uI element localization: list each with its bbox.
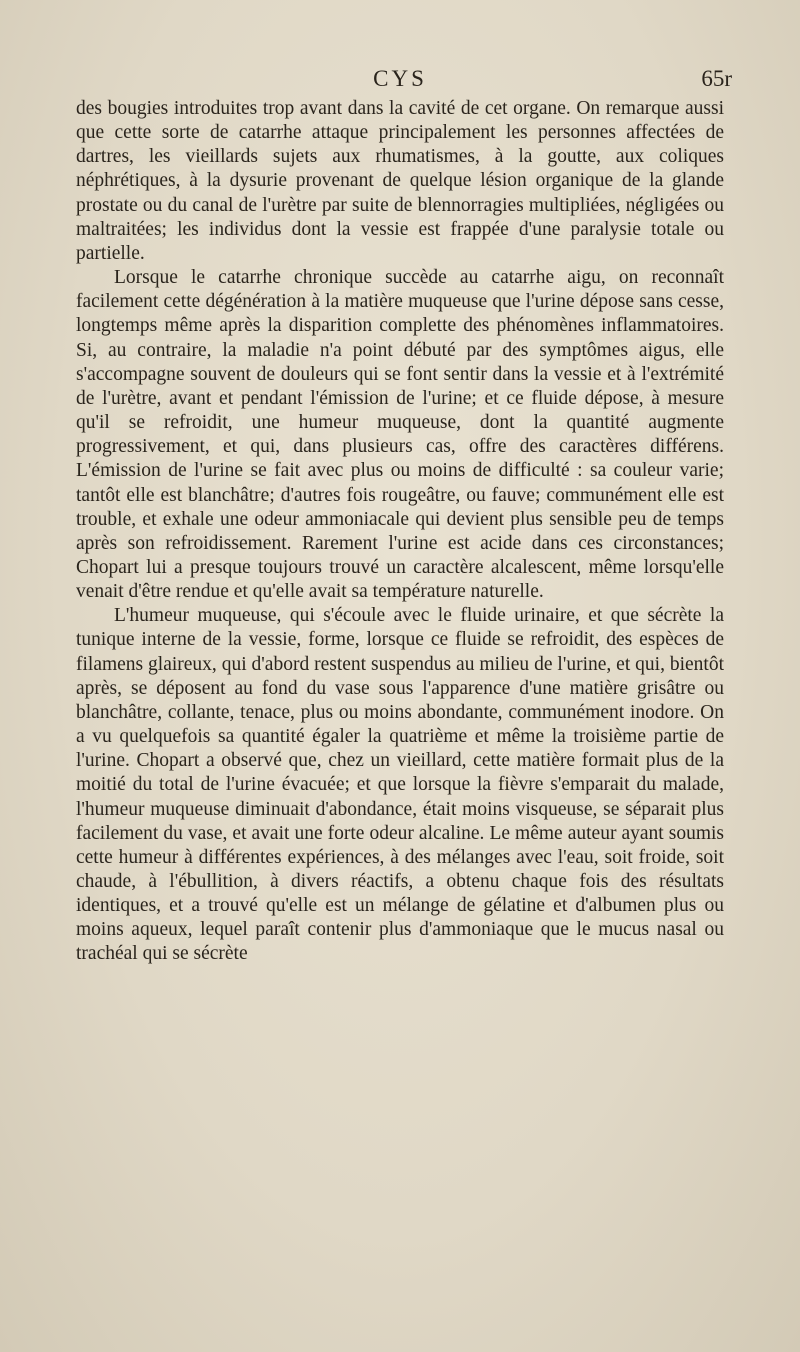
running-head: CYS [373,66,427,91]
body-text [76,97,724,967]
paragraph: Lorsque le catarrhe chronique succède au catarrhe aigu, on reconnaît facilement cette dégénération à la matière muqueuse que l'urine dépose sans cesse, longtemps même après la disparition complette des phénomènes inflammatoires. Si, au contraire, la maladie n'a point débuté par des symptômes aigus, elle s'accompagne souvent de douleurs qui se font sentir dans la vessie et à l'extrémité de l'urètre, avant et pendant l'émission de l'urine; et ce fluide dépose, à mesure qu'il se refroidit, une humeur muqueuse, dont la quantité augmente progressivement, et qui, dans plusieurs cas, offre des caractères différens. L'émission de l'urine se fait avec plus ou moins de difficulté : sa couleur varie; tantôt elle est blanchâtre; d'autres fois rougeâtre, ou fauve; communément elle est trouble, et exhale une odeur ammoniacale qui devient plus sensible peu de temps après son refroidissement. Rarement l'urine est acide dans ces circonstances; Chopart lui a presque toujours trouvé un caractère alcalescent, même lorsqu'elle venait d'être rendue et qu'elle avait sa température naturelle. [76,267,724,603]
page-number: 65r [701,66,732,91]
paragraph: L'humeur muqueuse, qui s'écoule avec le fluide urinaire, et que sécrète la tunique interne de la vessie, forme, lorsque ce fluide se refroidit, des espèces de filamens glaireux, qui d'abord restent suspendus au milieu de l'urine, et qui, bientôt après, se déposent au fond du vase sous l'apparence d'une matière grisâtre ou blanchâtre, collante, tenace, plus ou moins abondante, communément inodore. On a vu quelquefois sa quantité égaler la quatrième et même la troisième partie de l'urine. Chopart a observé que, chez un vieillard, cette matière formait plus de la moitié du total de l'urine évacuée; et que lorsque la fièvre s'emparait du malade, l'humeur muqueuse diminuait d'abondance, était moins visqueuse, se séparait plus facilement du vase, et avait une forte odeur alcaline. Le même auteur ayant soumis cette humeur à différentes expériences, à des mélanges avec l'eau, soit froide, soit chaude, à l'ébullition, à divers réactifs, a obtenu chaque fois des résultats identiques, et a trouvé qu'elle est un mélange de gélatine et d'albumen plus ou moins aqueux, lequel paraît contenir plus d'ammoniaque que le mucus nasal ou trachéal qui se sécrète [76,605,724,965]
page-header [76,62,732,96]
paragraph-continuation: des bougies introduites trop avant dans la cavité de cet organe. On remarque aussi que cette sorte de catarrhe attaque principalement les personnes affectées de dartres, les vieillards sujets aux rhumatismes, à la goutte, aux coliques néphrétiques, à la dysurie provenant de quelque lésion organique de la glande prostate ou du canal de l'urètre par suite de blennorragies multipliées, négligées ou maltraitées; les individus dont la vessie est frappée d'une paralysie totale ou partielle. [76,98,724,264]
